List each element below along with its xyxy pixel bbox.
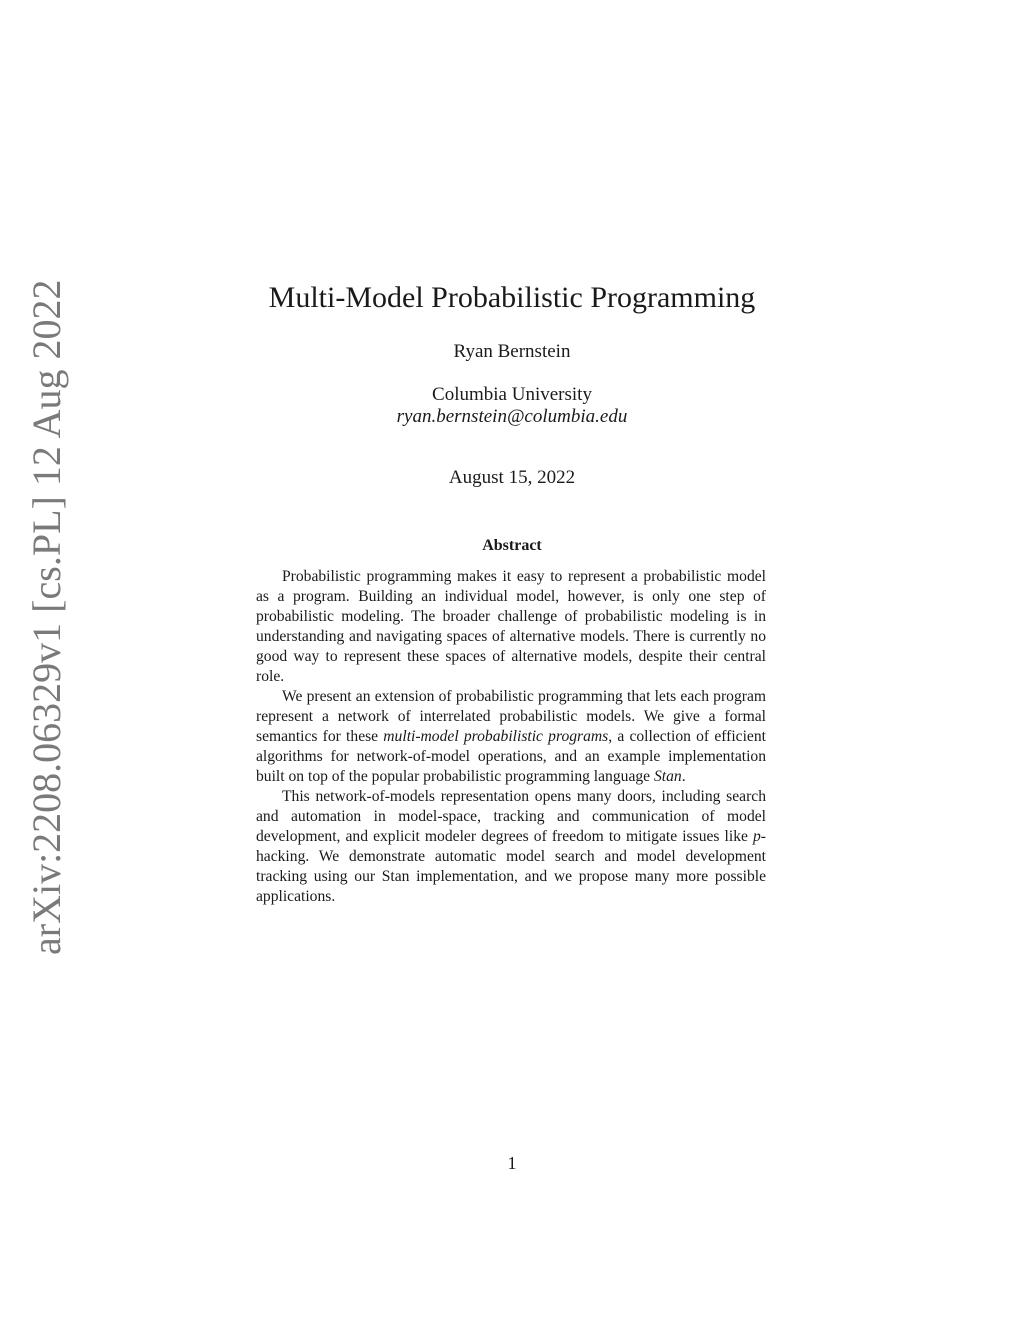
author-email: ryan.bernstein@columbia.edu (396, 406, 628, 427)
abstract-paragraph-1: Probabilistic programming makes it easy to represent a probabilistic model as a program. Building an individual model, however, is only one step of probabilistic modeling. The broader challenge of probabilistic modeling is in understanding and navigating spaces of alternative models. There is currently no good way to represent these spaces of alternative models, despite their central role. (256, 568, 766, 685)
abstract-paragraph-2-text-c: . (681, 768, 686, 785)
abstract-heading: Abstract (482, 537, 542, 554)
abstract-body (256, 567, 766, 907)
abstract-paragraph-2-emphasis-1: multi-model probabilistic programs (383, 728, 609, 745)
abstract-paragraph-3-emphasis: p (753, 828, 761, 845)
abstract-paragraph-2-text-a: We present an extension of probabilistic programming that lets each program represent a network of interrelated probabilistic models. We give a formal semantics for these (256, 688, 766, 745)
abstract-paragraph-2-emphasis-2: Stan (654, 768, 682, 785)
page-number: 1 (507, 1153, 517, 1173)
paper-date: August 15, 2022 (448, 467, 576, 488)
author-affiliation: Columbia University (432, 384, 592, 405)
abstract-paragraph-2 (256, 687, 766, 787)
abstract-paragraph-3-text-a: This network-of-models representation opens many doors, including search and automation in model-space, tracking and communication of model development, and explicit modeler degrees of freedom to mitigate issues like (256, 788, 766, 845)
abstract-paragraph-3 (256, 787, 766, 907)
paper-title: Multi-Model Probabilistic Programming (268, 281, 756, 314)
abstract-paragraph-3-text-b: -hacking. We demonstrate automatic model search and model development tracking using our Stan implementation, and we propose many more possible applications. (256, 828, 766, 905)
abstract-paragraph-2-text-b: , a collection of efficient algorithms for network-of-model operations, and an example implementation built on top of the popular probabilistic programming language (256, 728, 766, 785)
author-name: Ryan Bernstein (453, 341, 571, 362)
arxiv-identifier: arXiv:2208.06329v1 [cs.PL] 12 Aug 2022 (24, 279, 69, 955)
